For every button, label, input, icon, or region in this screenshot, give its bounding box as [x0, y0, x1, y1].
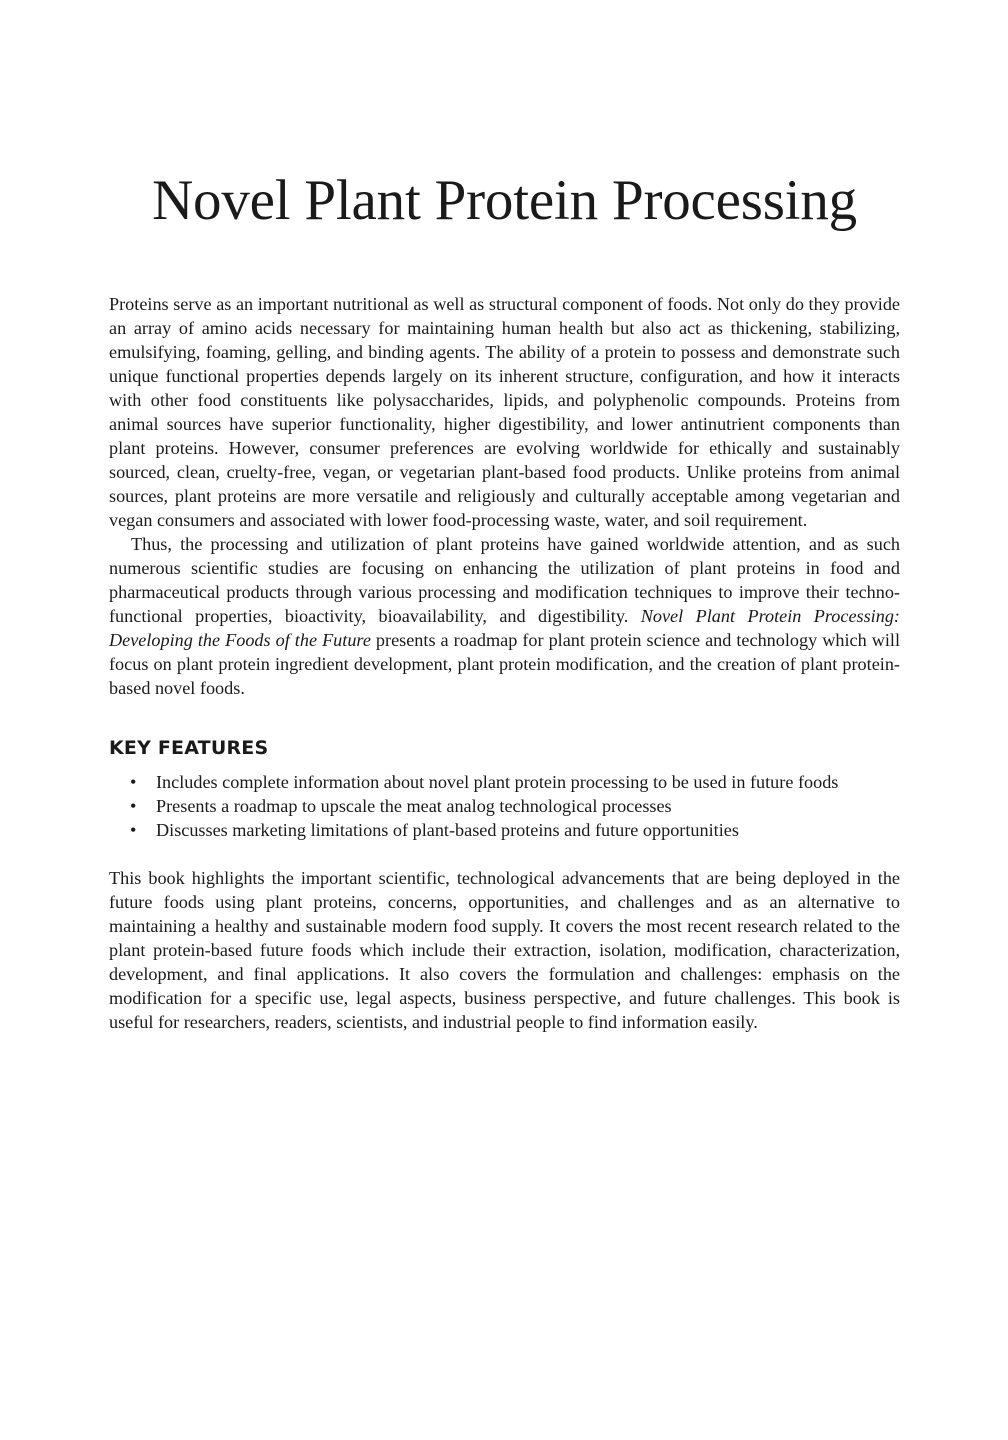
- intro-paragraph-2-end: presents a roadmap for plant protein science and technology which will focus on plant protein ingredient development, plant protein modification, and the creation of plant protein-based novel foods.: [109, 630, 900, 698]
- feature-text: Presents a roadmap to upscale the meat analog technological processes: [156, 796, 672, 816]
- intro-paragraph-1: Proteins serve as an important nutritional as well as structural component of foods. Not only do they provide an array of amino acids necessary for maintaining human health but also act as thickening, stabilizing, emulsifying, foaming, gelling, and binding agents. The ability of a protein to possess and demonstrate such unique functional properties depends largely on its inherent structure, configuration, and how it interacts with other food constituents like polysaccharides, lipids, and polyphenolic compounds. Proteins from animal sources have superior functionality, higher digestibility, and lower antinutrient components than plant proteins. However, consumer preferences are evolving worldwide for ethically and sustainably sourced, clean, cruelty-free, vegan, or vegetarian plant-based food products. Unlike proteins from animal sources, plant proteins are more versatile and religiously and culturally acceptable among vegetarian and vegan consumers and associated with lower food-processing waste, water, and soil requirement.: [109, 294, 900, 530]
- bullet-icon: •: [130, 796, 137, 816]
- list-item: [109, 818, 900, 842]
- feature-text: Includes complete information about novel plant protein processing to be used in future foods: [156, 772, 839, 792]
- key-features-list: [109, 770, 900, 842]
- page-title: Novel Plant Protein Processing: [152, 169, 857, 232]
- list-item: [109, 770, 900, 794]
- key-features-heading: KEY FEATURES: [109, 737, 269, 759]
- intro-paragraph-2: [109, 532, 900, 700]
- closing-paragraph: This book highlights the important scientific, technological advancements that are being deployed in the future foods using plant proteins, concerns, opportunities, and challenges and as an alternative to maintaining a healthy and sustainable modern food supply. It covers the most recent research related to the plant protein-based future foods which include their extraction, isolation, modification, characterization, development, and final applications. It also covers the formulation and challenges: emphasis on the modification for a specific use, legal aspects, business perspective, and future challenges. This book is useful for researchers, readers, scientists, and industrial people to find information easily.: [109, 868, 900, 1032]
- book-title-italic: Novel Plant Protein Processing: Developing the Foods of the Future: [109, 606, 900, 650]
- list-item: [109, 794, 900, 818]
- feature-text: Discusses marketing limitations of plant-based proteins and future opportunities: [156, 820, 739, 840]
- intro-paragraph-2-start: Thus, the processing and utilization of plant proteins have gained worldwide attention, and as such numerous scientific studies are focusing on enhancing the utilization of plant proteins in food and pharmaceutical products through various processing and modification techniques to improve their techno-functional properties, bioactivity, bioavailability, and digestibility.: [109, 534, 900, 626]
- body-text: [109, 292, 900, 1034]
- bullet-icon: •: [130, 772, 137, 792]
- bullet-icon: •: [130, 820, 137, 840]
